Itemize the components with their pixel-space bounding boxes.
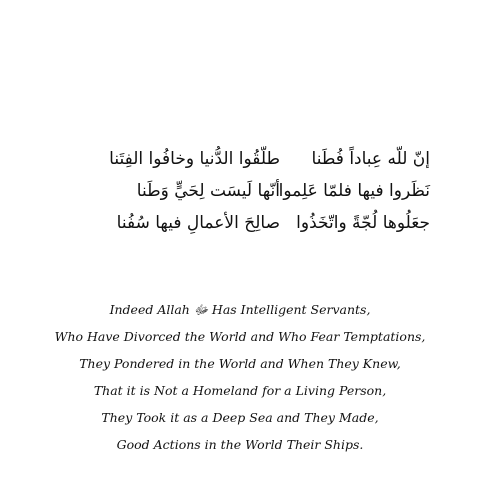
translation-line-1: Indeed Allah ﷻ Has Intelligent Servants,: [109, 302, 371, 317]
poem-line-2: [60, 176, 430, 208]
poem-line-3-first-hemistich: جعَلُوها لُجّةً واتّخَذُوا: [296, 213, 430, 233]
poem-line-2-first-hemistich: نَظَروا فيها فلمّا عَلِموا: [278, 181, 430, 201]
arabic-poem: [60, 144, 430, 240]
poem-line-2-second-hemistich: أنّها لَيسَت لِحَيٍّ وَطَنا: [136, 181, 280, 201]
translation-line-2: Who Have Divorced the World and Who Fear Temptations,: [54, 329, 426, 344]
translation-line-4: That it is Not a Homeland for a Living Person,: [93, 383, 387, 398]
english-translation: [0, 296, 480, 458]
poem-line-3: [60, 208, 430, 240]
translation-line-5: They Took it as a Deep Sea and They Made,: [101, 410, 379, 425]
poem-line-1: [60, 144, 430, 176]
poem-line-1-second-hemistich: طلّقُوا الدُّنيا وخافُوا الفِتَنا: [109, 149, 280, 169]
translation-line-6: Good Actions in the World Their Ships.: [116, 437, 364, 452]
poem-line-1-first-hemistich: إنّ للّه عِباداً فُطَنا: [311, 149, 430, 169]
poem-line-3-second-hemistich: صالِحَ الأعمالِ فيها سُفُنا: [116, 213, 280, 233]
translation-line-3: They Pondered in the World and When They Knew,: [79, 356, 401, 371]
